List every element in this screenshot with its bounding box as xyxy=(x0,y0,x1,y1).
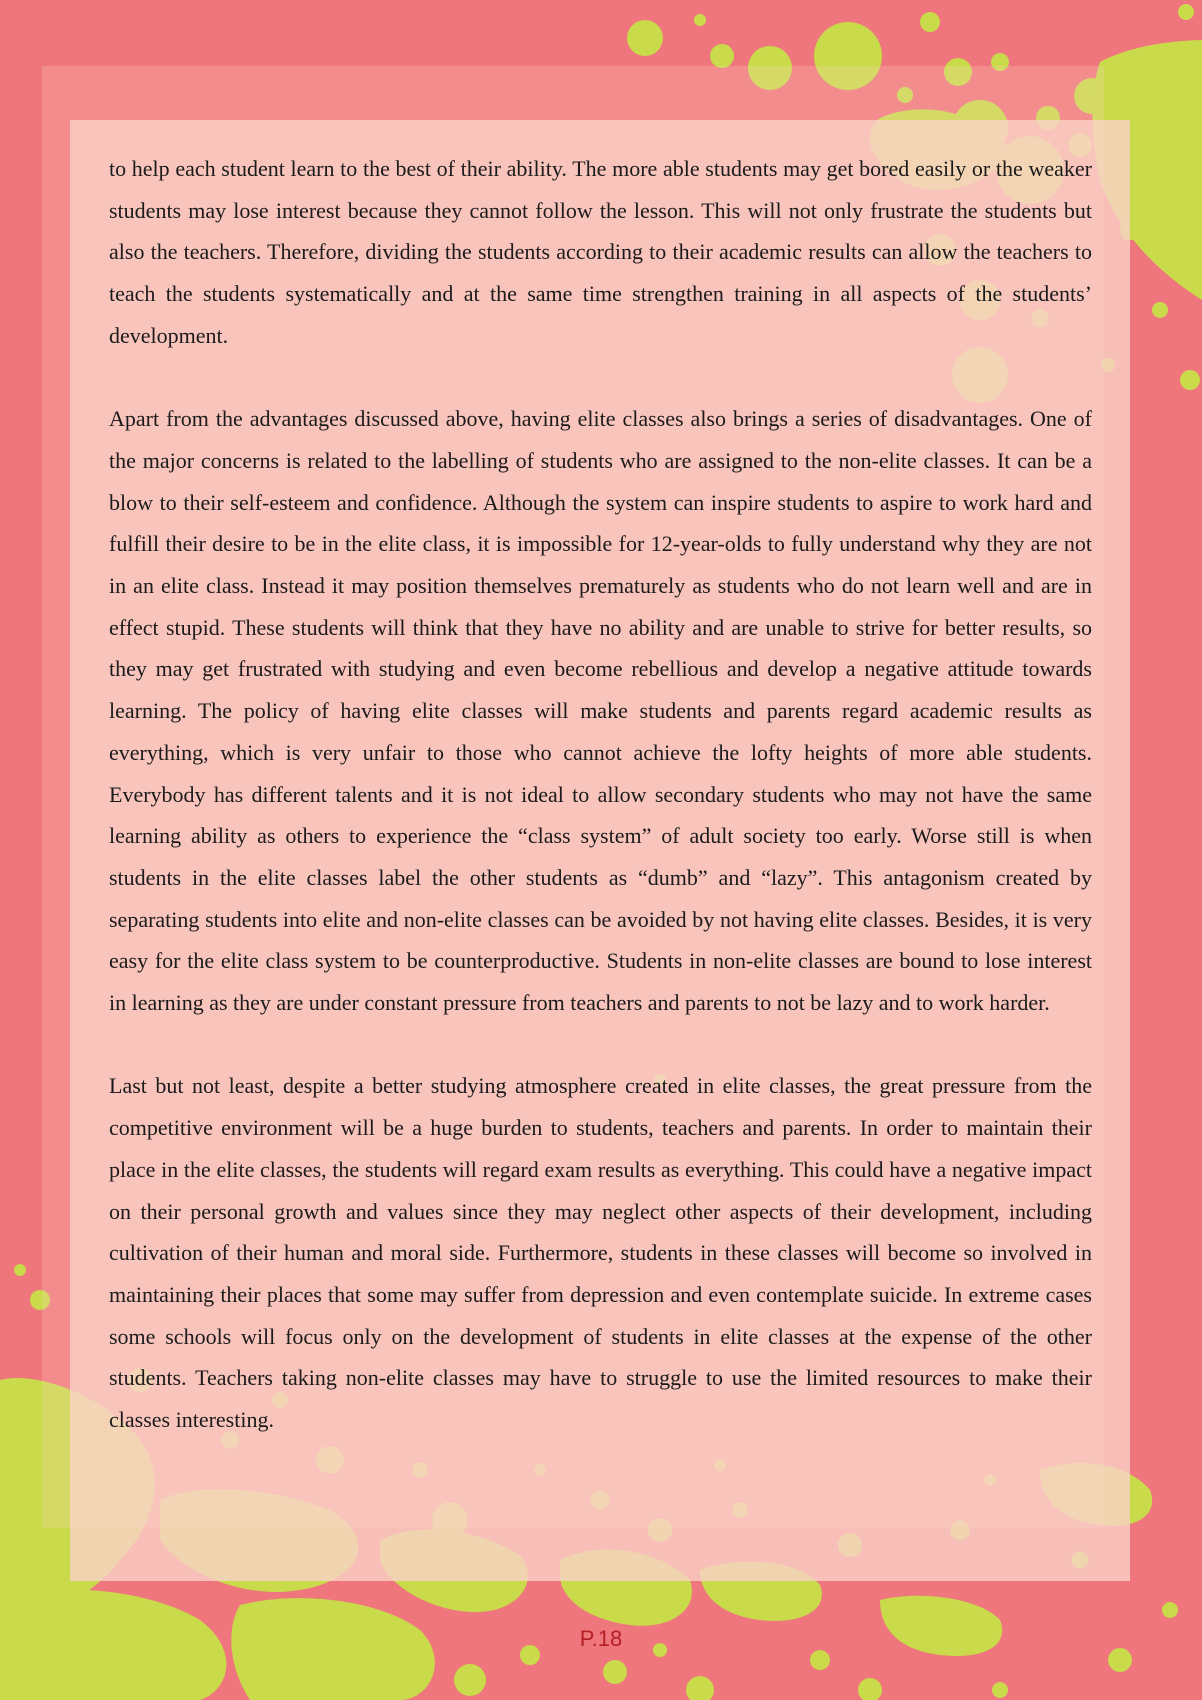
paragraph-gap xyxy=(109,357,1092,399)
paragraph-2: Apart from the advantages discussed above, having elite classes also brings a series of disadvantages. One of the major concerns is related to the labelling of students who are assigned to the non-elite classes. It can be a blow to their self-esteem and confidence. Although the system can inspire students to aspire to work hard and fulfill their desire to be in the elite class, it is impossible for 12-year-olds to fully understand why they are not in an elite class. Instead it may position themselves prematurely as students who do not learn well and are in effect stupid. These students will think that they have no ability and are unable to strive for better results, so they may get frustrated with studying and even become rebellious and develop a negative attitude towards learning. The policy of having elite classes will make students and parents regard academic results as everything, which is very unfair to those who cannot achieve the lofty heights of more able students. Everybody has different talents and it is not ideal to allow secondary students who may not have the same learning ability as others to experience the “class system” of adult society too early. Worse still is when students in the elite classes label the other students as “dumb” and “lazy”. This antagonism created by separating students into elite and non-elite classes can be avoided by not having elite classes. Besides, it is very easy for the elite class system to be counterproductive. Students in non-elite classes are bound to lose interest in learning as they are under constant pressure from teachers and parents to not be lazy and to work harder. xyxy=(109,406,1092,1016)
paragraph-1: to help each student learn to the best of their ability. The more able students may get bored easily or the weaker students may lose interest because they cannot follow the lesson. This will not only frustrate the students but also the teachers. Therefore, dividing the students according to their academic results can allow the teachers to teach the students systematically and at the same time strengthen training in all aspects of the students’ development. xyxy=(109,156,1092,348)
paragraph-3: Last but not least, despite a better studying atmosphere created in elite classes, the great pressure from the competitive environment will be a huge burden to students, teachers and parents. In order to maintain their place in the elite classes, the students will regard exam results as everything. This could have a negative impact on their personal growth and values since they may neglect other aspects of their development, including cultivation of their human and moral side. Furthermore, students in these classes will become so involved in maintaining their places that some may suffer from depression and even contemplate suicide. In extreme cases some schools will focus only on the development of students in elite classes at the expense of the other students. Teachers taking non-elite classes may have to struggle to use the limited resources to make their classes interesting. xyxy=(109,1073,1092,1433)
page-number: P.18 xyxy=(579,1626,623,1651)
paragraph-gap xyxy=(109,1024,1092,1066)
article-body xyxy=(109,148,1092,1441)
